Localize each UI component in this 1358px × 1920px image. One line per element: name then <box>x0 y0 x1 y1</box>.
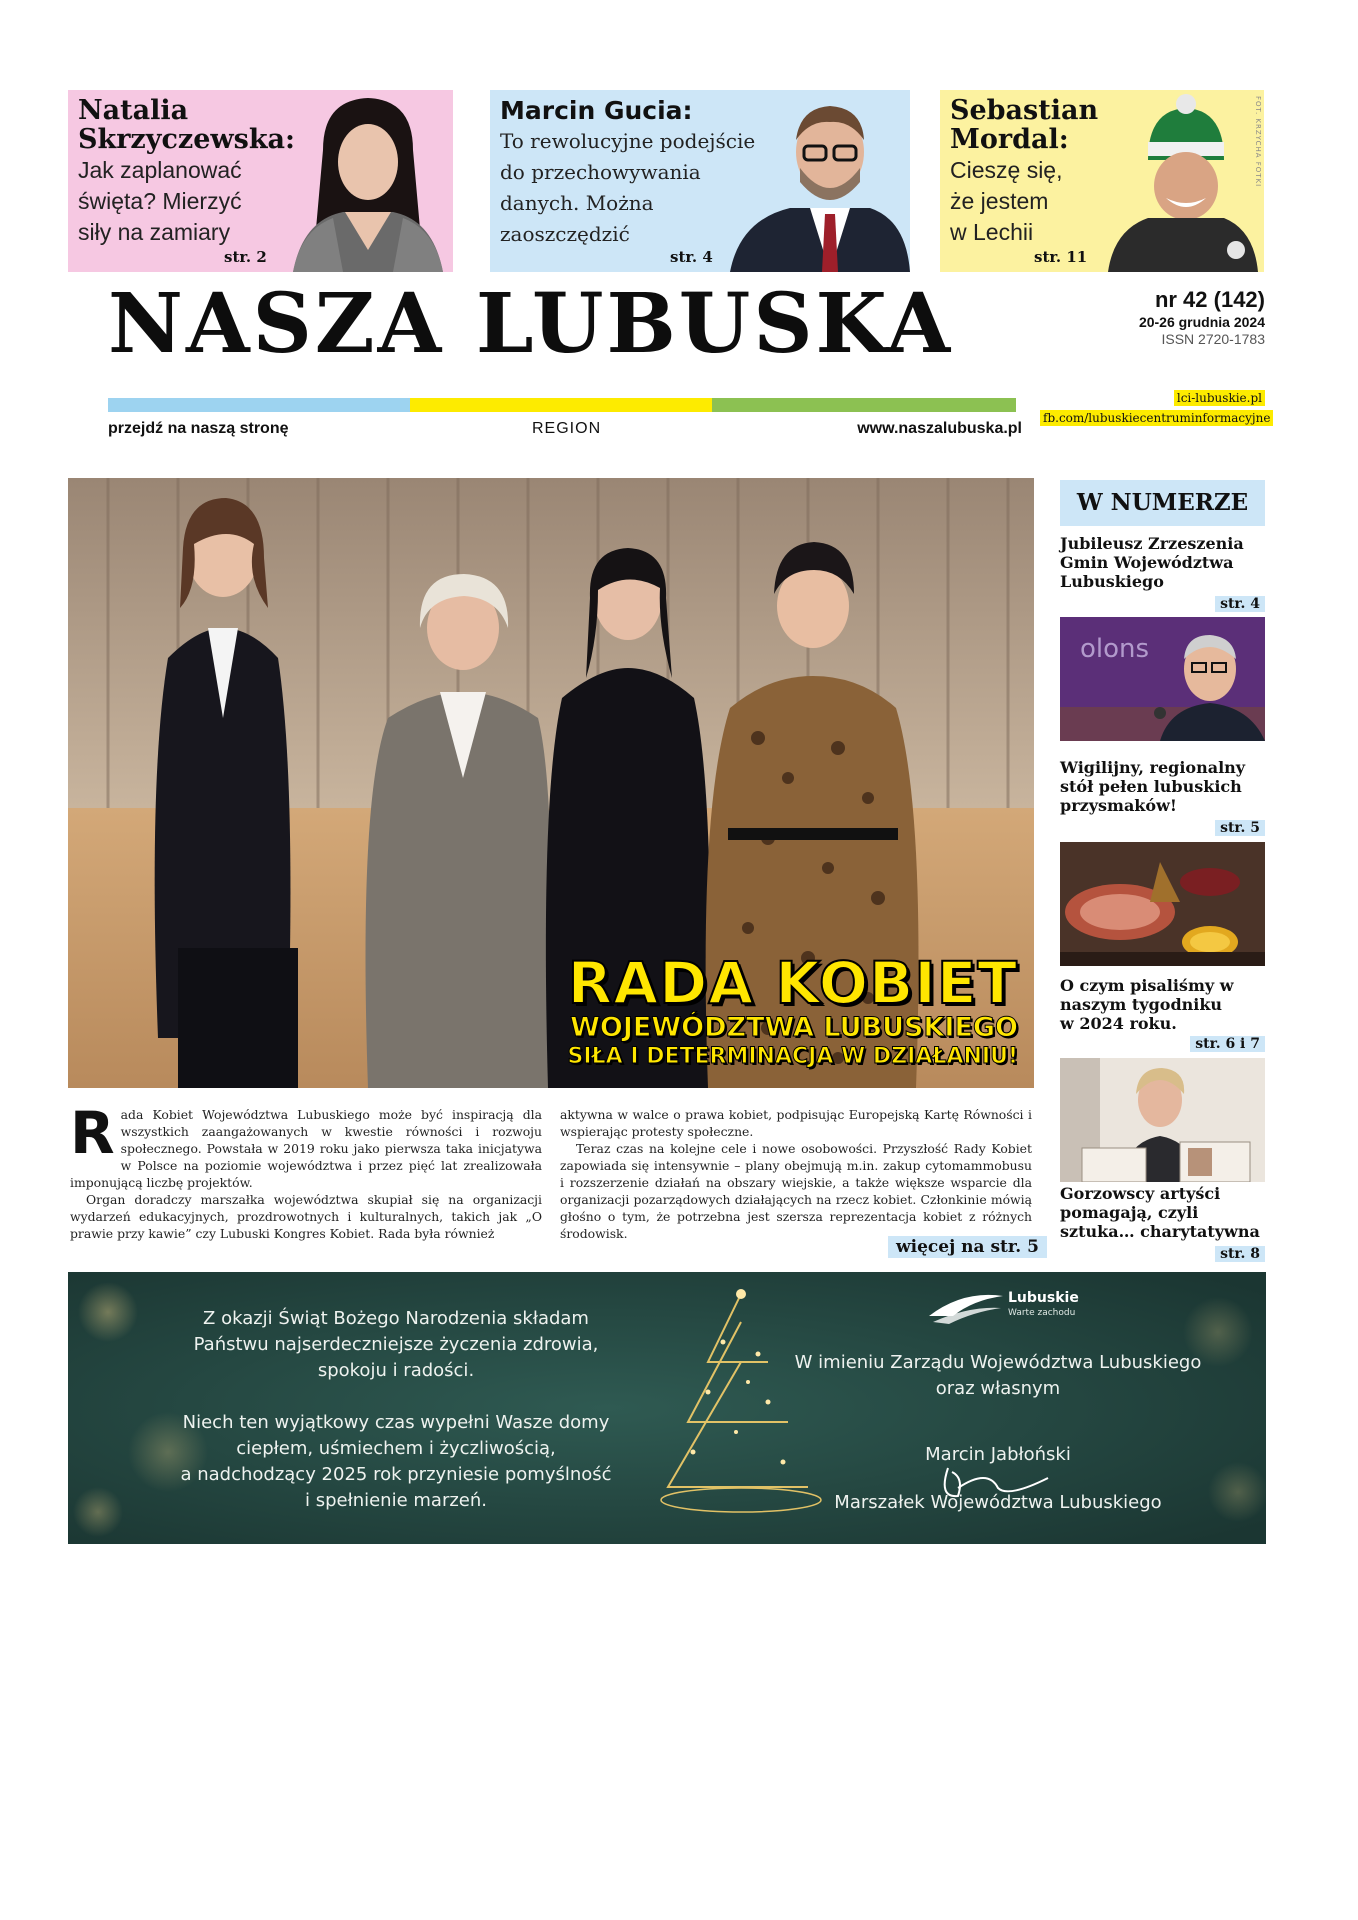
greeting-line: i spełnienie marzeń. <box>304 1490 488 1511</box>
stripe-green <box>712 398 1016 412</box>
greeting-line: ciepłem, uśmiechem i życzliwością, <box>236 1438 556 1459</box>
speaker-photo <box>1060 617 1265 741</box>
stripe-blue <box>108 398 410 412</box>
teaser-page: str. 11 <box>1034 248 1088 266</box>
sidebar-item-charity-art[interactable] <box>1060 1184 1265 1241</box>
signature-intro <box>788 1350 1208 1402</box>
sidebar-item-page: str. 5 <box>1215 820 1265 836</box>
portrait-woman-photo <box>283 90 453 272</box>
greeting-line: spokoju i radości. <box>317 1360 475 1381</box>
sidebar-item-title: Wigilijny, regionalny <box>1060 758 1246 777</box>
photo-credit: FOT. KRZYCHA FOTKI <box>1254 96 1262 188</box>
food-photo <box>1060 842 1265 966</box>
teaser-desc: do przechowywania <box>500 160 701 184</box>
sidebar-item-page: str. 4 <box>1215 596 1265 612</box>
portrait-footballer-photo <box>1108 90 1258 272</box>
sidebar-heading: W NUMERZE <box>1060 480 1265 526</box>
masthead-title: NASZA LUBUSKA <box>108 276 954 372</box>
signature-intro-line: oraz własnym <box>935 1378 1061 1399</box>
sidebar-item-title: O czym pisaliśmy w <box>1060 976 1234 995</box>
signature-intro-line: W imieniu Zarządu Województwa Lubuskiego <box>794 1352 1202 1373</box>
teaser-desc: danych. Można <box>500 191 654 215</box>
teaser-desc: Jak zaplanować <box>78 157 242 183</box>
main-story-photo[interactable] <box>68 478 1034 1088</box>
main-headline[interactable] <box>567 949 1018 1070</box>
sidebar-item-christmas-table[interactable] <box>1060 758 1265 815</box>
social-links <box>1040 388 1271 428</box>
teaser-name: Sebastian <box>950 95 1099 126</box>
greeting-line: Z okazji Świąt Bożego Narodzenia składam <box>203 1308 589 1329</box>
teaser-desc: To rewolucyjne podejście <box>500 129 756 153</box>
logo-tagline: Warte zachodu <box>1008 1308 1076 1318</box>
portrait-man-photo <box>730 90 910 272</box>
sidebar-item-title: przysmaków! <box>1060 796 1177 815</box>
teaser-desc: święta? Mierzyć <box>78 188 242 214</box>
sidebar-item-page: str. 8 <box>1215 1246 1265 1262</box>
sidebar-item-title: Lubuskiego <box>1060 572 1164 591</box>
sidebar-item-title: naszym tygodniku <box>1060 995 1223 1014</box>
teaser-desc: w Lechii <box>950 219 1034 245</box>
nav-visit-site[interactable]: przejdź na naszą stronę <box>108 420 289 437</box>
dropcap: R <box>70 1099 115 1167</box>
teaser-mordal[interactable] <box>940 90 1264 272</box>
greeting-line: Niech ten wyjątkowy czas wypełni Wasze domy <box>182 1412 610 1433</box>
sidebar-photo-food[interactable] <box>1060 842 1265 966</box>
article-paragraph: ada Kobiet Województwa Lubuskiego może być inspiracją dla wszystkich zaangażowanych w kwestie równości i rozwoju społecznego. Powstała w 2019 roku jako pierwsza taka inicjatywa w Polsce na poziomie województwa i przez pięć lat zrealizowała imponującą liczbę projektów. <box>70 1107 542 1190</box>
teaser-page: str. 4 <box>670 248 713 266</box>
nav-region[interactable]: REGION <box>532 420 602 437</box>
issn: ISSN 2720-1783 <box>1161 331 1265 347</box>
backdrop-sign: olons <box>1080 634 1150 664</box>
sidebar-photo-speaker[interactable] <box>1060 617 1265 741</box>
link-lci[interactable]: lci-lubuskie.pl <box>1174 390 1265 406</box>
sidebar-item-title: stół pełen lubuskich <box>1060 777 1242 796</box>
signer-title: Marszałek Województwa Lubuskiego <box>834 1492 1162 1513</box>
logo-name: Lubuskie <box>1008 1290 1079 1306</box>
greeting-line: a nadchodzący 2025 rok przyniesie pomyślność <box>180 1464 612 1485</box>
sidebar-item-year-review[interactable] <box>1060 976 1265 1033</box>
greeting-text <box>166 1306 626 1514</box>
more-link[interactable]: więcej na str. 5 <box>888 1236 1047 1258</box>
teaser-desc: siły na zamiary <box>78 219 231 245</box>
teaser-name: Marcin Gucia: <box>500 96 693 125</box>
article-column-1 <box>70 1099 542 1242</box>
teaser-page: str. 2 <box>224 248 267 266</box>
sidebar-item-title: sztuka… charytatywna <box>1060 1222 1260 1241</box>
sidebar-item-title: pomagają, czyli <box>1060 1203 1199 1222</box>
sidebar-item-title: Jubileusz Zrzeszenia <box>1060 534 1244 553</box>
greeting-line: Państwu najserdeczniejsze życzenia zdrowia, <box>193 1334 599 1355</box>
headline-main: RADA KOBIET <box>567 949 1018 1017</box>
teaser-desc: Cieszę się, <box>950 157 1063 183</box>
headline-tagline: SIŁA I DETERMINACJA W DZIAŁANIU! <box>567 1044 1018 1069</box>
teaser-name: Skrzyczewska: <box>78 124 296 155</box>
issue-dates: 20-26 grudnia 2024 <box>1138 314 1265 330</box>
sidebar-photo-artist[interactable] <box>1060 1058 1265 1182</box>
article-paragraph: aktywna w walce o prawa kobiet, podpisując Europejską Kartę Równości i wspierając protesty społeczne. <box>560 1107 1032 1139</box>
teaser-desc: że jestem <box>950 188 1049 214</box>
issue-info <box>1120 288 1265 348</box>
issue-number: nr 42 (142) <box>1154 287 1265 312</box>
sidebar-item-title: Gmin Województwa <box>1060 553 1234 572</box>
nav-website-url[interactable]: www.naszalubuska.pl <box>857 420 1022 437</box>
article-paragraph: Organ doradczy marszałka województwa skupiał się na organizacji wydarzeń edukacyjnych, prozdrowotnych i kulturalnych, takich jak „O prawie przy kawie” czy Lubuski Kongres Kobiet. Rada była również <box>70 1192 542 1241</box>
teaser-name: Natalia <box>78 95 189 126</box>
article-paragraph: Teraz czas na kolejne cele i nowe osobowości. Przyszłość Rady Kobiet zapowiada się intensywnie – plany obejmują m.in. zakup cytomammobusu i rozszerzenie działań na obszary wiejskie, a także większe wsparcie dla organizacji pozarządowych działających na rzecz kobiet. Członkinie mówią głośno o tym, że potrzebna jest szersza reprezentacja kobiet z różnych środowisk. <box>560 1141 1032 1241</box>
christmas-greetings-banner[interactable] <box>68 1272 1266 1544</box>
stripe-yellow <box>410 398 712 412</box>
headline-sub: WOJEWÓDZTWA LUBUSKIEGO <box>570 1012 1018 1043</box>
sidebar-item-title: Gorzowscy artyści <box>1060 1184 1221 1203</box>
teaser-skrzyczewska[interactable] <box>68 90 453 272</box>
sidebar-item-page: str. 6 i 7 <box>1190 1036 1265 1052</box>
artist-photo <box>1060 1058 1265 1182</box>
link-facebook[interactable]: fb.com/lubuskiecentruminformacyjne <box>1040 410 1273 426</box>
teaser-desc: zaoszczędzić <box>500 222 630 246</box>
article-column-2 <box>560 1106 1032 1242</box>
teaser-name: Mordal: <box>950 124 1069 155</box>
signer-name: Marcin Jabłoński <box>925 1444 1071 1465</box>
sidebar-item-title: w 2024 roku. <box>1060 1014 1177 1033</box>
teaser-gucia[interactable] <box>490 90 910 272</box>
sidebar-item-jubilee[interactable] <box>1060 534 1265 591</box>
